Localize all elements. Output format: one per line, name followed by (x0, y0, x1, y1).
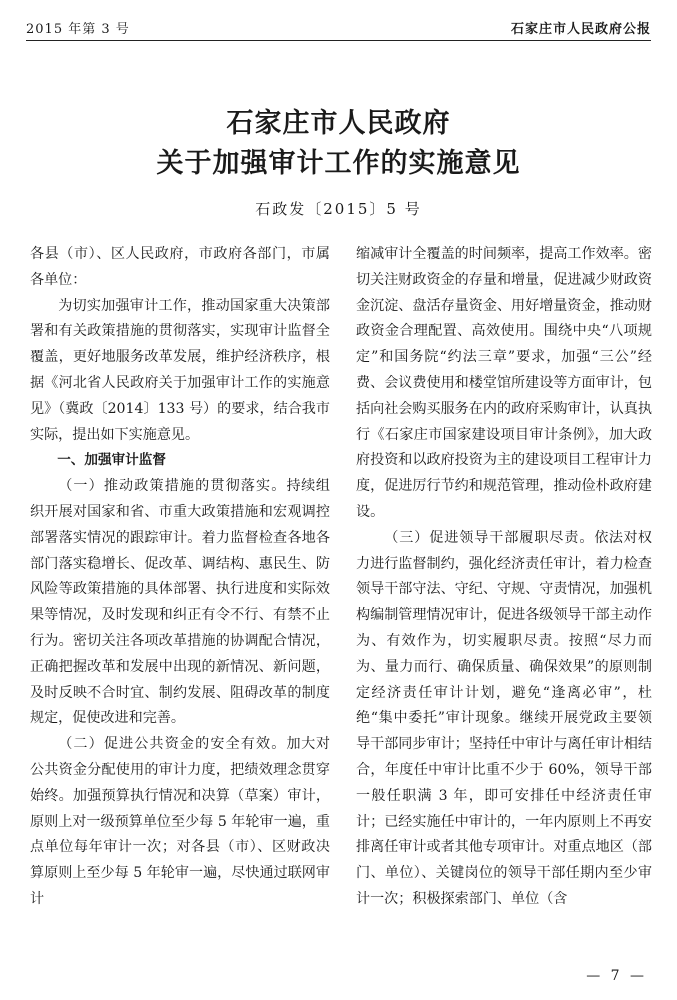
item-text: 依法对权力进行监督制约，强化经济责任审计，着力检查领导干部守法、守纪、守规、守责情况，加强机构编制管理情况审计，促进各级领导干部主动作为、有效作为，切实履职尽责。按照“尽力而为、量力而行、确保质量、确保效果”的原则制定经济责任审计计划，避免“逢离必审”，杜绝“集中委托”审计现象。继续开展党政主要领导干部同步审计；坚持任中审计与离任审计相结合，年度任中审计比重不少于 60%，领导干部一般任职满 3 年，即可安排任中经济责任审计；已经实施任中审计的，一年内原则上不再安排离任审计或者其他专项审计。对重点地区（部门、单位）、关键岗位的领导干部任期内至少审计一次；积极探索部门、单位（含 (356, 529, 652, 907)
left-column (30, 242, 330, 982)
right-column (356, 242, 652, 982)
title-line-1: 石家庄市人民政府 (226, 108, 451, 139)
item-paragraph (356, 526, 652, 913)
journal-name: 石家庄市人民政府公报 (510, 22, 651, 37)
issue-label: 2015 年第 3 号 (26, 22, 130, 37)
page-number: — 7 — (586, 968, 647, 984)
document-title (0, 104, 677, 184)
item-text: 加大对公共资金分配使用的审计力度，把绩效理念贯穿始终。加强预算执行情况和决算（草案）审计，原则上对一级预算单位至少每 5 年轮审一遍，重点单位每年审计一次；对各县（市）、区财政决算原则上至少每 5 年轮审一遍，尽快通过联网审计 (30, 736, 330, 907)
item-label: （二）促进公共资金的安全有效。 (58, 736, 287, 753)
title-line-2: 关于加强审计工作的实施意见 (156, 148, 521, 179)
item-paragraph (30, 474, 330, 732)
page-header (26, 14, 651, 41)
item-paragraph (30, 732, 330, 913)
continued-paragraph: 缩减审计全覆盖的时间频率，提高工作效率。密切关注财政资金的存量和增量，促进减少财政资金沉淀、盘活存量资金、用好增量资金，推动财政资金合理配置、高效使用。围绕中央“八项规定”和国务院“约法三章”要求，加强“三公”经费、会议费使用和楼堂馆所建设等方面审计，包括向社会购买服务在内的政府采购审计，认真执行《石家庄市国家建设项目审计条例》，加大政府投资和以政府投资为主的建设项目工程审计力度，促进厉行节约和规范管理，推动俭朴政府建设。 (356, 246, 652, 520)
intro-paragraph: 为切实加强审计工作，推动国家重大决策部署和有关政策措施的贯彻落实，实现审计监督全覆盖，更好地服务改革发展，维护经济秩序，根据《河北省人民政府关于加强审计工作的实施意见》（冀政〔2014〕133 号）的要求，结合我市实际，提出如下实施意见。 (30, 297, 330, 443)
document-number: 石政发〔2015〕5 号 (255, 200, 422, 218)
item-label: （三）促进领导干部履职尽责。 (384, 529, 595, 546)
section-heading: 一、加强审计监督 (57, 452, 166, 469)
recipients: 各县（市）、区人民政府，市政府各部门，市属各单位： (30, 246, 330, 288)
item-text: 持续组织开展对国家和省、市重大政策措施和宏观调控部署落实情况的跟踪审计。着力监督检查各地各部门落实稳增长、促改革、调结构、惠民生、防风险等政策措施的具体部署、执行进度和实际效果等情况，及时发现和纠正有令不行、有禁不止行为。密切关注各项改革措施的协调配合情况，正确把握改革和发展中出现的新情况、新问题，及时反映不合时宜、制约发展、阻碍改革的制度规定，促使改进和完善。 (30, 478, 330, 727)
item-label: （一）推动政策措施的贯彻落实。 (58, 478, 287, 495)
